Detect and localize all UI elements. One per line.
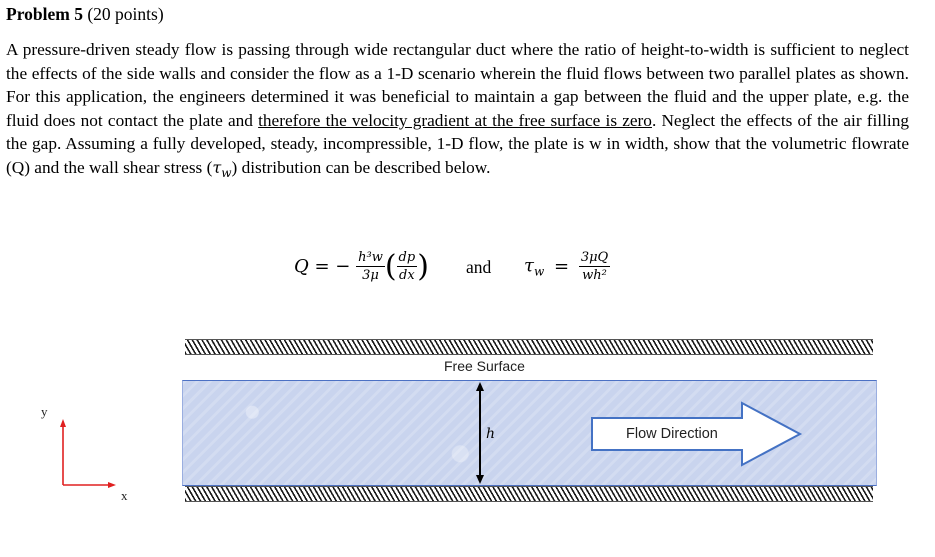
statement-underlined: therefore the velocity gradient at the free surface is zero xyxy=(258,110,652,130)
x-axis-label: x xyxy=(121,488,128,503)
statement-part1: A pressure-driven steady flow is passing through wide rectangular duct where the ratio of height-to-width is sufficient to neglect the effects of the side walls and consider the flow as a 1-D scenario wherein the fluid flows between two parallel plates as shown. For this application, the engineers determined it was beneficial to maintain a gap between the fluid and the upper plate, e.g. the fluid does not contact the plate and xyxy=(6,40,909,130)
flowrate-equation: Q = − $\frac{\text{h³w}}{3\mu}$ ( $\frac{dp}{dx}$ ) xyxy=(294,248,429,284)
shear-equation: $\tau_w$ = $\frac{3\mu Q}{\text{wh²}}$ xyxy=(524,250,609,283)
q-lhs: Q = − xyxy=(294,256,351,277)
y-axis-label: y xyxy=(41,404,48,419)
free-surface-label: Free Surface xyxy=(444,358,525,374)
tau-fraction: $\frac{3\mu Q}{\text{wh²}}$ xyxy=(580,250,609,283)
statement-part2: . Neglect the effects of the air filling the gap. Assuming a fully developed, steady, incompressible, 1-D flow, the plate is w in width, show that the volumetric flowrate (Q) and the wall shear stress ( xyxy=(6,110,909,177)
statement-part3: ) distribution can be described below. xyxy=(231,157,491,177)
and-text: and xyxy=(466,257,492,277)
tau-w-symbol: $\tau_w$ xyxy=(212,157,232,181)
problem-number: Problem 5 xyxy=(6,4,83,24)
tau-lhs: $\tau_w$ xyxy=(524,254,545,279)
flow-direction-label: Flow Direction xyxy=(626,426,718,442)
coordinate-axes xyxy=(60,419,116,488)
problem-points: (20 points) xyxy=(87,4,164,24)
dpdx-fraction: $\frac{dp}{dx}$ xyxy=(398,250,416,283)
height-arrow xyxy=(476,382,484,484)
q-fraction: $\frac{\text{h³w}}{3\mu}$ xyxy=(358,250,383,283)
height-label: h xyxy=(486,426,496,442)
